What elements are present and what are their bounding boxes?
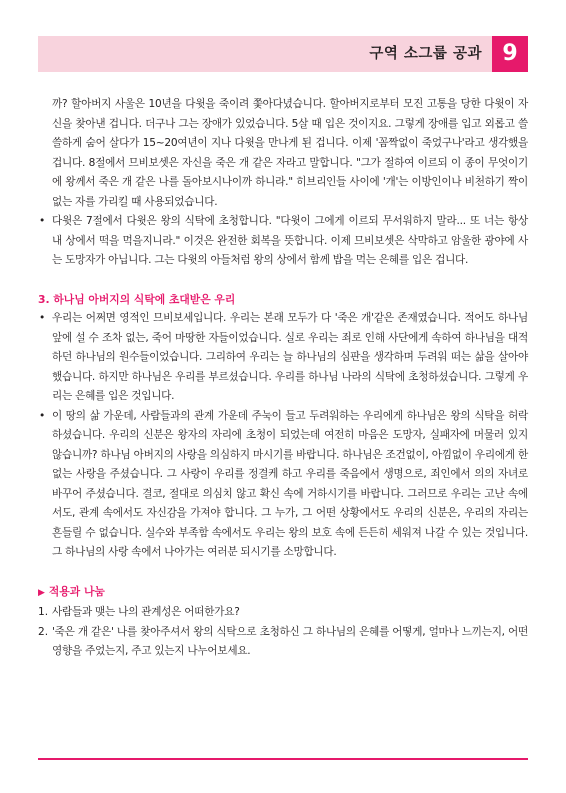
list-item — [38, 407, 528, 563]
bullet-text: 우리는 어쩌면 영적인 므비보세입니다. 우리는 본래 모두가 다 '죽은 개'같은 존재였습니다. 적어도 하나님 앞에 설 수 조차 없는, 죽어 마땅한 자들이었습니다. 실로 우리는 죄로 인해 사단에게 속하여 하나님을 대적하던 하나님의 원수들이었습니다. 그리하여 우리는 늘 하나님의 심판을 생각하며 두려워 떠는 삶을 살아야 했습니다. 하지만 하나님은 우리를 부르셨습니다. 우리를 하나님 나라의 식탁에 초청하셨습니다. 그렇게 우리는 은혜를 입은 것입니다. — [52, 312, 528, 402]
question-number: 1. — [38, 606, 49, 618]
triangle-right-icon: ▶ — [38, 587, 45, 598]
bullet-icon: • — [39, 312, 46, 324]
header-title: 구역 소그룹 공과 — [369, 46, 482, 62]
question-item — [38, 603, 528, 623]
question-text: '죽은 개 같은' 나를 찾아주셔서 왕의 식탁으로 초청하신 그 하나님의 은혜를 어떻게, 얼마나 느끼는지, 어떤 영향을 주었는지, 주고 있는지 나누어보세요. — [52, 625, 528, 657]
question-text: 사람들과 맺는 나의 관계성은 어떠한가요? — [52, 606, 240, 618]
question-item — [38, 623, 528, 662]
main-content — [38, 95, 528, 662]
intro-paragraph: 까? 할아버지 사울은 10년을 다윗을 죽이려 쫓아다녔습니다. 할아버지로부터 모진 고통을 당한 다윗이 자신을 찾아낸 겁니다. 더구나 그는 장애가 있었습니다. 5살 때 입은 것이지요. 그렇게 장애를 입고 외롭고 쓸쓸하게 숨어 살다가 15~20여년이 지나 다윗을 만나게 된 겁니다. 이제 '꼼짝없이 죽었구나'라고 생각했을 겁니다. 8절에서 므비보셋은 자신을 죽은 개 같은 자라고 말합니다. "그가 절하여 이르되 이 종이 무엇이기에 왕께서 죽은 개 같은 나를 돌아보시나이까 하니라." 히브리인들 사이에 '개'는 이방인이나 비천하기 짝이 없는 자를 가리킬 때 사용되었습니다. — [52, 98, 528, 208]
bullet-text: 다윗은 7절에서 다윗은 왕의 식탁에 초청합니다. "다윗이 그에게 이르되 무서워하지 말라... 또 너는 항상 내 상에서 떡을 먹을지니라." 이것은 완전한 회복을 뜻합니다. 이제 므비보셋은 삭막하고 암울한 광야에 사는 도망자가 아닙니다. 그는 다윗의 아들처럼 왕의 상에서 함께 밥을 먹는 은혜를 입은 겁니다. — [52, 215, 528, 266]
apply-heading — [38, 582, 528, 604]
bullet-icon: • — [39, 215, 46, 227]
question-number: 2. — [38, 625, 49, 638]
bullet-icon: • — [39, 409, 46, 422]
apply-heading-label: 적용과 나눔 — [48, 584, 105, 598]
bottom-divider — [38, 758, 528, 760]
list-item — [38, 212, 528, 271]
header-bar — [38, 36, 528, 72]
list-item — [38, 309, 528, 407]
lesson-number-badge: 9 — [492, 36, 528, 72]
section-heading: 3. 하나님 아버지의 식탁에 초대받은 우리 — [38, 292, 236, 306]
bullet-text: 이 땅의 삶 가운데, 사람들과의 관계 가운데 주눅이 들고 두려워하는 우리에게 하나님은 왕의 식탁을 허락하셨습니다. 우리의 신분은 왕자의 자리에 초청이 되었는데 여전히 마음은 도망자, 실패자에 머물러 있지 않습니까? 하나님 아버지의 사랑을 의심하지 마시기를 바랍니다. 하나님은 조건없이, 아낌없이 우리에게 한없는 사랑을 주셨습니다. 그 사랑이 우리를 정결케 하고 우리를 죽음에서 생명으로, 죄인에서 의의 자녀로 바꾸어 주셨습니다. 결코, 절대로 의심치 않고 확신 속에 거하시기를 바랍니다. 그러므로 우리는 고난 속에서도, 관계 속에서도 자신감을 가져야 합니다. 그 누가, 그 어떤 상황에서도 우리의 신분은, 우리의 자리는 흔들릴 수 없습니다. 실수와 부족함 속에서도 우리는 왕의 보호 속에 든든히 세워져 나갈 수 있는 것입니다. 그 하나님의 사랑 속에서 나아가는 여러분 되시기를 소망합니다. — [52, 409, 528, 558]
